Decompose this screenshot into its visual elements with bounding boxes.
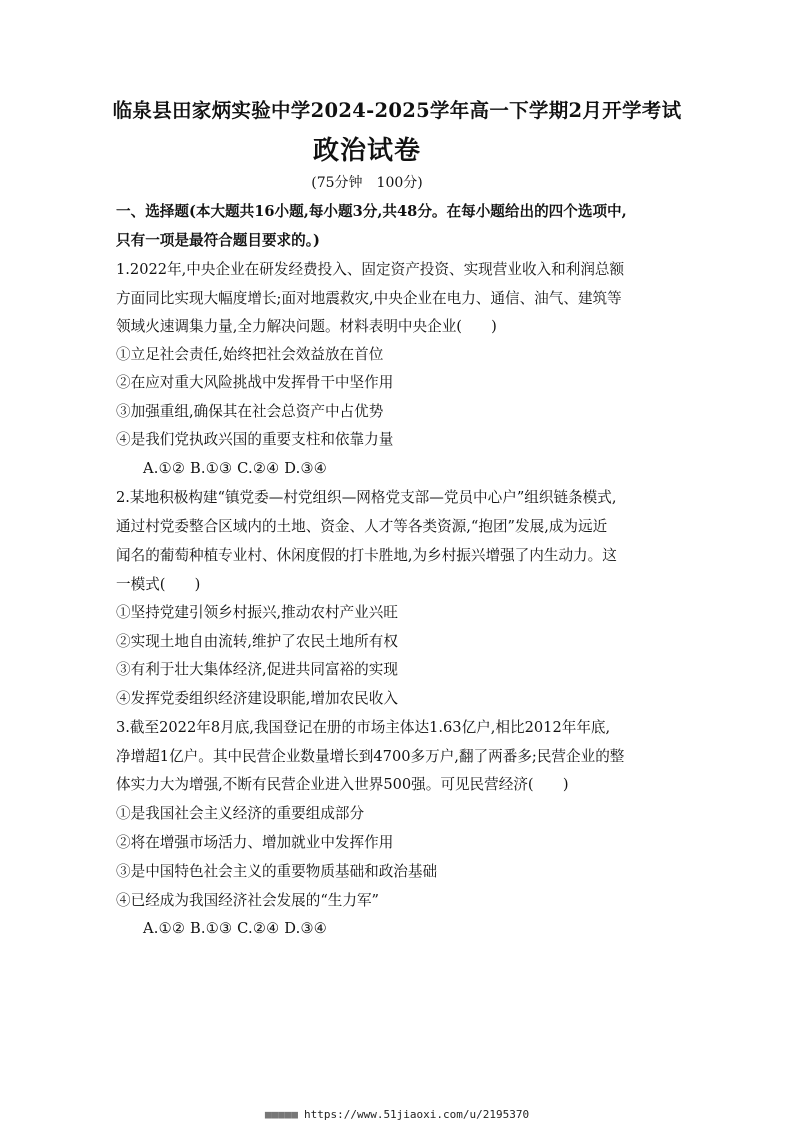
footer-url[interactable]: https://www.51jiaoxi.com/u/2195370 bbox=[303, 1108, 530, 1121]
q1-statement-3: ③加强重组,确保其在社会总资产中占优势 bbox=[116, 403, 384, 420]
q2-statement-2: ②实现土地自由流转,维护了农民土地所有权 bbox=[116, 633, 398, 650]
q2-statement-1: ①坚持党建引领乡村振兴,推动农村产业兴旺 bbox=[116, 604, 398, 621]
q2-stem-line4: 一模式( ) bbox=[116, 576, 201, 593]
q1-stem-line1: 1.2022年,中央企业在研发经费投入、固定资产投资、实现营业收入和利润总额 bbox=[116, 261, 625, 278]
footer-marks: ■■■■■ bbox=[264, 1108, 298, 1121]
exam-title: 临泉县田家炳实验中学2024-2025学年高一下学期2月开学考试 bbox=[112, 99, 682, 122]
subject-title: 政治试卷 bbox=[312, 136, 421, 166]
q2-stem-line2: 通过村党委整合区域内的土地、资金、人才等各类资源,“抱团”发展,成为远近 bbox=[116, 518, 608, 535]
q3-statement-4: ④已经成为我国经济社会发展的“生力军” bbox=[116, 892, 380, 909]
q3-statement-1: ①是我国社会主义经济的重要组成部分 bbox=[116, 805, 365, 822]
q1-stem-line3: 领域火速调集力量,全力解决问题。材料表明中央企业( ) bbox=[116, 318, 497, 335]
q3-options: A.①② B.①③ C.②④ D.③④ bbox=[143, 920, 328, 937]
q1-statement-1: ①立足社会责任,始终把社会效益放在首位 bbox=[116, 346, 384, 363]
q3-stem-line2: 净增超1亿户。其中民营企业数量增长到4700多万户,翻了两番多;民营企业的整 bbox=[116, 748, 625, 765]
q3-stem-line3: 体实力大为增强,不断有民营企业进入世界500强。可见民营经济( ) bbox=[116, 776, 569, 793]
q1-options: A.①② B.①③ C.②④ D.③④ bbox=[143, 460, 328, 477]
footer-watermark bbox=[0, 1108, 794, 1121]
q3-statement-3: ③是中国特色社会主义的重要物质基础和政治基础 bbox=[116, 863, 438, 880]
q1-statement-2: ②在应对重大风险挑战中发挥骨干中坚作用 bbox=[116, 374, 394, 391]
q1-statement-4: ④是我们党执政兴国的重要支柱和依靠力量 bbox=[116, 431, 394, 448]
q2-statement-3: ③有利于壮大集体经济,促进共同富裕的实现 bbox=[116, 661, 398, 678]
exam-info: (75分钟 100分) bbox=[311, 175, 423, 191]
q1-stem-line2: 方面同比实现大幅度增长;面对地震救灾,中央企业在电力、通信、油气、建筑等 bbox=[116, 290, 622, 307]
section-heading-line2: 只有一项是最符合题目要求的。) bbox=[116, 232, 320, 249]
q2-stem-line3: 闻名的葡萄种植专业村、休闲度假的打卡胜地,为乡村振兴增强了内生动力。这 bbox=[116, 547, 617, 564]
q3-statement-2: ②将在增强市场活力、增加就业中发挥作用 bbox=[116, 834, 394, 851]
q3-stem-line1: 3.截至2022年8月底,我国登记在册的市场主体达1.63亿户,相比2012年年底, bbox=[116, 719, 611, 736]
section-heading-line1: 一、选择题(本大题共16小题,每小题3分,共48分。在每小题给出的四个选项中, bbox=[116, 203, 627, 220]
q2-stem-line1: 2.某地积极构建“镇党委—村党组织—网格党支部—党员中心户”组织链条模式, bbox=[116, 489, 617, 506]
q2-statement-4: ④发挥党委组织经济建设职能,增加农民收入 bbox=[116, 690, 398, 707]
